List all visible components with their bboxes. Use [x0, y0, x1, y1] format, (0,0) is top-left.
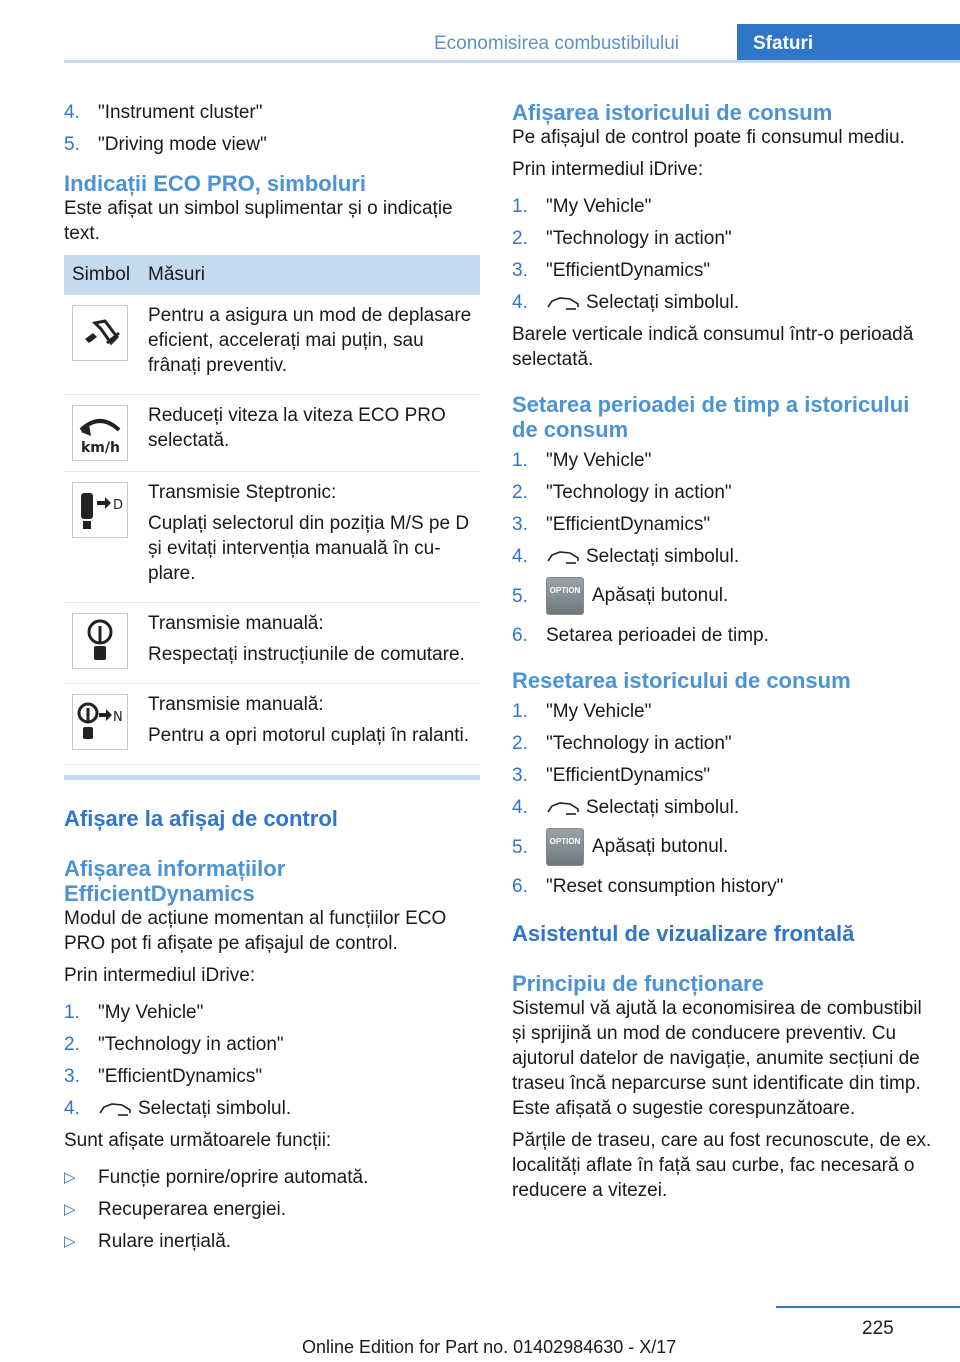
step-text: "EfficientDynamics"	[546, 765, 711, 786]
step-text: "EfficientDynamics"	[98, 1066, 263, 1087]
step-text: "My Vehicle"	[546, 450, 652, 471]
measure-text: Respectați instrucțiunile de comutare.	[148, 644, 465, 665]
list-item	[64, 1165, 480, 1190]
history-heading: Afișarea istoricului de consum	[512, 100, 833, 125]
measure-text: Cuplați selectorul din poziția M/S pe D și evitați intervenția manuală în cuplare.	[148, 513, 470, 584]
bullet-text: Recuperarea energiei.	[98, 1199, 287, 1220]
step-text: "EfficientDynamics"	[546, 260, 711, 281]
step-text: "Instrument cluster"	[98, 102, 263, 123]
list-item	[512, 258, 932, 283]
step-text: "Technology in action"	[546, 733, 732, 754]
symbol-cell	[64, 295, 140, 395]
edition-text: Online Edition for Part no. 01402984630 - X/17	[302, 1337, 677, 1357]
speedometer-kmh-icon	[72, 405, 128, 461]
table-row	[64, 472, 480, 603]
page-number: 225	[862, 1318, 894, 1339]
step-text: "EfficientDynamics"	[546, 514, 711, 535]
assist-heading: Asistentul de vizualizare frontală	[512, 921, 855, 946]
list-item	[64, 1064, 480, 1089]
step-number: 6.	[512, 876, 528, 897]
step-number: 1.	[64, 1002, 80, 1023]
list-item	[512, 290, 932, 315]
step-number: 1.	[512, 701, 528, 722]
principle-text: Sistemul vă ajută la economisirea de combustibil și sprijină un mod de conducere preventiv. Cu ajutorul datelor de navigație, anumite secțiuni de traseu încă neparcurse sunt identificate din timp. Este afișată o sugestie corespunzătoare.	[512, 998, 922, 1119]
eco-pro-text: Este afișat un simbol suplimentar și o indicație text.	[64, 198, 453, 244]
measure-cell	[140, 684, 480, 765]
measure-text: Reduceți viteza la viteza ECO PRO selectată.	[148, 405, 446, 451]
step-text: "My Vehicle"	[546, 196, 652, 217]
step-text: Selectați simbolul.	[586, 797, 740, 818]
step-number: 1.	[512, 450, 528, 471]
table-end-rule	[64, 775, 480, 780]
triangle-bullet-icon: ▷	[64, 1201, 76, 1218]
car-icon	[98, 1101, 132, 1117]
step-number: 1.	[512, 196, 528, 217]
list-item	[512, 512, 932, 537]
measure-text: Transmisie Steptronic:	[148, 482, 337, 503]
list-item	[512, 699, 932, 724]
step-number: 2.	[512, 482, 528, 503]
step-text: "My Vehicle"	[98, 1002, 204, 1023]
list-item	[512, 226, 932, 251]
measure-text: Pentru a asigura un mod de deplasare eficient, accelerați mai puțin, sau frânați preventiv.	[148, 305, 472, 376]
step-number: 5.	[512, 837, 528, 858]
measure-cell	[140, 603, 480, 684]
list-item	[64, 1096, 480, 1121]
principle-heading: Principiu de funcționare	[512, 971, 764, 996]
list-item	[64, 1197, 480, 1222]
step-text: Setarea perioadei de timp.	[546, 625, 769, 646]
reset-steps	[512, 699, 932, 899]
step-text: "Driving mode view"	[98, 134, 267, 155]
step-number: 5.	[512, 586, 528, 607]
step-number: 3.	[64, 1066, 80, 1087]
pedal-foot-icon	[72, 305, 128, 361]
option-button-icon: OPTION	[546, 577, 584, 615]
header-rule	[64, 60, 960, 63]
list-item	[512, 448, 932, 473]
col-header-measures: Măsuri	[140, 255, 480, 295]
svg-text:N: N	[113, 710, 123, 725]
manual-gear-icon	[72, 613, 128, 669]
step-number: 4.	[64, 1098, 80, 1119]
list-item	[512, 544, 932, 569]
step-number: 2.	[512, 228, 528, 249]
list-item	[64, 132, 480, 157]
step-text: Selectați simbolul.	[586, 292, 740, 313]
symbol-cell	[64, 603, 140, 684]
car-icon	[546, 549, 580, 565]
info-heading: Afișarea informațiilor EfficientDynamics	[64, 856, 286, 906]
gear-selector-d-icon	[72, 482, 128, 538]
bullet-text: Funcție pornire/oprire automată.	[98, 1167, 369, 1188]
running-header-section: Sfaturi	[737, 24, 960, 63]
step-number: 4.	[512, 797, 528, 818]
triangle-bullet-icon: ▷	[64, 1233, 76, 1250]
table-row	[64, 295, 480, 395]
list-item	[64, 1000, 480, 1025]
display-heading: Afișare la afișaj de control	[64, 806, 338, 831]
step-number: 4.	[512, 292, 528, 313]
step-text: "Technology in action"	[546, 482, 732, 503]
bars-text: Barele verticale indică consumul într-o perioadă selectată.	[512, 324, 914, 370]
intro-list	[64, 100, 480, 157]
running-header-chapter: Economisirea combustibilului	[434, 33, 679, 54]
symbol-cell	[64, 395, 140, 472]
step-number: 4.	[64, 102, 80, 123]
info-text: Modul de acțiune momentan al funcțiilor ECO PRO pot fi afișate pe afișajul de control.	[64, 908, 447, 954]
symbol-table	[64, 255, 480, 765]
list-item	[64, 100, 480, 125]
measure-cell	[140, 395, 480, 472]
option-button-icon: OPTION	[546, 828, 584, 866]
step-text: Selectați simbolul.	[586, 546, 740, 567]
measure-text: Transmisie manuală:	[148, 694, 324, 715]
period-steps	[512, 448, 932, 648]
measure-text: Pentru a opri motorul cuplați în ralanti.	[148, 725, 470, 746]
table-row	[64, 684, 480, 765]
step-number: 6.	[512, 625, 528, 646]
svg-text:D: D	[113, 498, 124, 513]
triangle-bullet-icon: ▷	[64, 1169, 76, 1186]
list-item	[512, 763, 932, 788]
idrive-steps	[64, 1000, 480, 1121]
step-number: 2.	[64, 1034, 80, 1055]
step-text: "Reset consumption history"	[546, 876, 784, 897]
symbol-cell	[64, 684, 140, 765]
step-text: "Technology in action"	[98, 1034, 284, 1055]
car-icon	[546, 800, 580, 816]
history-steps	[512, 194, 932, 315]
parts-text: Părțile de traseu, care au fost recunoscute, de ex. localități aflate în față sau curbe, fac necesară o reducere a vitezei.	[512, 1130, 932, 1201]
list-item	[512, 480, 932, 505]
step-text: Apăsați butonul.	[592, 585, 729, 606]
list-item	[512, 795, 932, 820]
right-column	[512, 100, 932, 1210]
bullet-text: Rulare inerțială.	[98, 1231, 232, 1252]
table-row	[64, 395, 480, 472]
svg-text:km/h: km/h	[81, 440, 120, 456]
list-item	[512, 576, 932, 616]
left-column	[64, 100, 480, 1261]
history-text: Pe afișajul de control poate fi consumul mediu.	[512, 127, 905, 148]
list-item	[64, 1229, 480, 1254]
col-header-symbol: Simbol	[64, 255, 140, 295]
measure-cell	[140, 472, 480, 603]
step-number: 2.	[512, 733, 528, 754]
list-item	[512, 623, 932, 648]
functions-list	[64, 1165, 480, 1254]
step-number: 3.	[512, 260, 528, 281]
period-heading: Setarea perioadei de timp a istoricului de consum	[512, 392, 910, 442]
footer-rule	[776, 1306, 960, 1308]
list-item	[512, 194, 932, 219]
step-number: 5.	[64, 134, 80, 155]
table-header-row	[64, 255, 480, 295]
list-item	[512, 874, 932, 899]
eco-pro-heading: Indicații ECO PRO, simboluri	[64, 171, 366, 196]
functions-text: Sunt afișate următoarele funcții:	[64, 1130, 332, 1151]
list-item	[64, 1032, 480, 1057]
step-number: 3.	[512, 765, 528, 786]
list-item	[512, 731, 932, 756]
measure-cell	[140, 295, 480, 395]
manual-gear-n-icon	[72, 694, 128, 750]
measure-text: Transmisie manuală:	[148, 613, 324, 634]
list-item	[512, 827, 932, 867]
step-text: Apăsați butonul.	[592, 836, 729, 857]
symbol-cell	[64, 472, 140, 603]
step-text: Selectați simbolul.	[138, 1098, 292, 1119]
step-number: 3.	[512, 514, 528, 535]
step-text: "Technology in action"	[546, 228, 732, 249]
table-row	[64, 603, 480, 684]
step-number: 4.	[512, 546, 528, 567]
idrive-text: Prin intermediul iDrive:	[64, 965, 256, 986]
car-icon	[546, 295, 580, 311]
reset-heading: Resetarea istoricului de consum	[512, 668, 851, 693]
idrive-text: Prin intermediul iDrive:	[512, 159, 704, 180]
step-text: "My Vehicle"	[546, 701, 652, 722]
